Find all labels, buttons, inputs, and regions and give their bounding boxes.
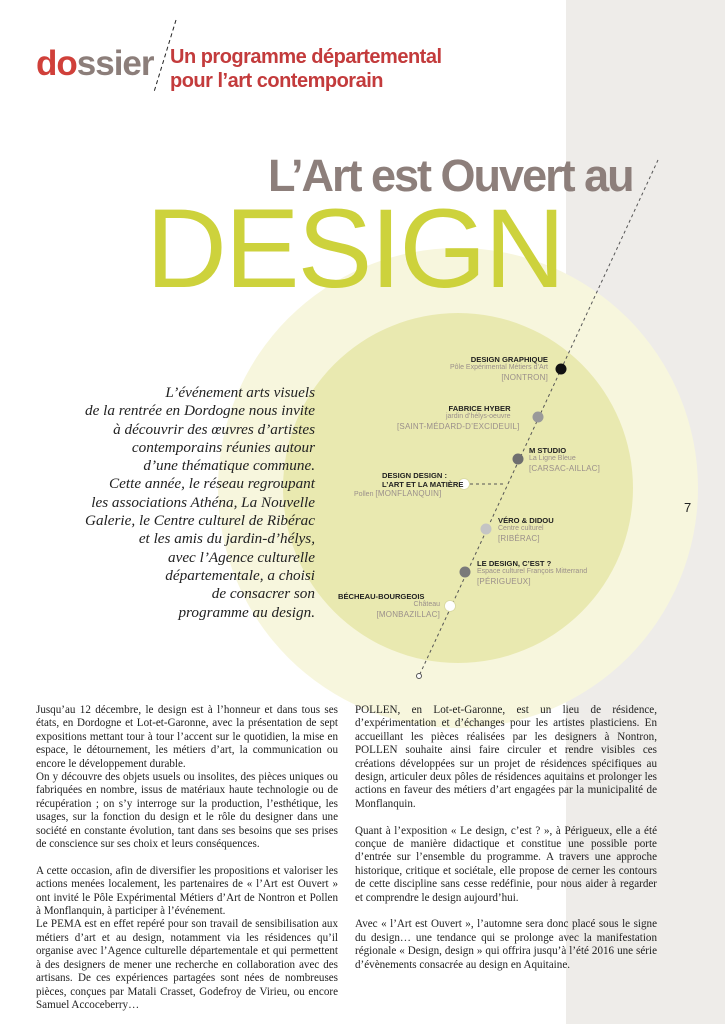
timeline-dot [481, 524, 492, 535]
stop-name: DESIGN GRAPHIQUE [470, 355, 548, 364]
intro-line: de la rentrée en Dordogne nous invite [84, 402, 315, 420]
stop-name-line2: L’ART ET LA MATIÈRE [382, 480, 464, 490]
stop-place: Centre culturel [498, 525, 544, 533]
timeline-stop-monbazillac [338, 592, 440, 619]
intro-line: contemporains réunies autour [131, 438, 315, 456]
stop-city: [NONTRON] [501, 372, 548, 382]
timeline-stop-riberac [498, 516, 554, 543]
stop-city: [RIBÉRAC] [498, 533, 540, 543]
stop-place: Pôle Expérimental Métiers d’Art [449, 364, 548, 372]
timeline-dot [460, 567, 471, 578]
stop-place: La Ligne Bleue [529, 455, 576, 463]
stop-name: DESIGN DESIGN : [382, 471, 447, 480]
stop-place: jardin d’hélys-oeuvre [445, 413, 511, 421]
stop-name: BÉCHEAU-BOURGEOIS [338, 592, 425, 601]
timeline-dot [513, 454, 524, 465]
timeline-stop-carsac [529, 446, 600, 473]
article-paragraph: POLLEN, en Lot-et-Garonne, est un lieu de résidence, d’expérimentation et d’échanges pour les artistes plasticiens. En accueillant les pièces réalisées par les designers à Nontron, POLLEN souhaite ainsi faire circuler et rendre visibles ces créations développées sur un projet de résidences spécifiques au design, articuler deux pôles de résidences aquitains et prolonger les actions en faveur des métiers d’art engagées par la municipalité de Monflanquin. [355, 704, 657, 810]
timeline-dot [445, 601, 456, 612]
intro-line: Cette année, le réseau regroupant [109, 475, 315, 493]
stop-city: [MONBAZILLAC] [376, 609, 440, 619]
article-paragraph: A cette occasion, afin de diversifier les propositions et valoriser les actions menées localement, les partenaires de « l’Art est Ouvert » ont invité le Pôle Expérimental Métiers d’Art de Nontron et Pollen à Monflanquin, à participer à l’événement. [36, 864, 338, 918]
timeline-stop-saint-medard [397, 404, 520, 431]
timeline-dot [533, 412, 544, 423]
title-line1: L’Art est Ouvert au [268, 150, 633, 201]
stop-place: Pollen [354, 491, 374, 499]
section-label-rest: ssier [76, 44, 154, 83]
header-subtitle-line2: pour l’art contemporain [170, 70, 383, 92]
stop-city: [PÉRIGUEUX] [477, 576, 531, 586]
article-column-left [36, 704, 338, 1012]
stop-place: Espace culturel François Mitterrand [477, 568, 588, 576]
stop-city: [SAINT-MÉDARD-D’EXCIDEUIL] [397, 421, 520, 431]
page-number: 7 [684, 500, 692, 515]
section-label-prefix: do [36, 44, 77, 83]
intro-line: d’une thématique commune. [143, 457, 315, 475]
article-paragraph: Jusqu’au 12 décembre, le design est à l’honneur et dans tous ses états, en Dordogne et Lot-et-Garonne, avec la présentation de sept expositions mettant tour à tour l’accent sur le quotidien, la mise en espace, le détournement, les métiers d’art, la communication ou encore le développement durable. [36, 704, 338, 770]
intro-line: les associations Athéna, La Nouvelle [91, 493, 315, 511]
intro-line: avec l’Agence culturelle [167, 548, 315, 566]
article-paragraph: Le PEMA est en effet repéré pour son travail de sensibilisation aux métiers d’art et au design, notamment via les résidences qu’il organise avec l’Agence culturelle départementale et qui permettent à des designers de mener une recherche en collaboration avec des artisans. De ces expériences partagées sont nées de nombreuses pièces, conçues par Matali Crasset, Godefroy de Virieu, ou encore Samuel Accoceberry… [36, 918, 338, 1011]
article-paragraph: Quant à l’exposition « Le design, c’est ? », à Périgueux, elle a été conçue de manière didactique et constitue une possible porte d’entrée sur l’ensemble du programme. A travers une approche historique, critique et sociétale, elle propose de cerner les contours de cette discipline sans cesse redéfinie, pour nous aider à regarder et comprendre le design aujourd’hui. [355, 824, 657, 904]
stop-place: Château [413, 601, 440, 609]
stop-name: M STUDIO [529, 446, 567, 455]
stop-place-line [354, 489, 463, 499]
article-paragraph: On y découvre des objets usuels ou insolites, des pièces uniques ou fabriquées en nombre, issus de matériaux haute technologie ou de récupération ; on s’y interroge sur la production, l’esthétique, les usages, sur la fonction du design et le rôle du designer dans une société en constante évolution, tant dans ses besoins que ses prises de conscience sur ses choix et leurs conséquences. [36, 771, 338, 851]
stop-name: FABRICE HYBER [448, 404, 511, 413]
intro-line: et les amis du jardin-d’hélys, [138, 530, 315, 548]
article-column-right [355, 704, 657, 972]
intro-line: à découvrir des œuvres d’artistes [113, 420, 315, 438]
timeline-stop-monflanquin [354, 471, 463, 500]
stop-name: LE DESIGN, C’EST ? [477, 559, 552, 568]
timeline-end-marker [417, 674, 422, 679]
timeline-dot [556, 364, 567, 375]
article-paragraph: Avec « l’Art est Ouvert », l’automne sera donc placé sous le signe du design… une tendance qui se prolonge avec la manifestation régionale « Design, design » qui offrira jusqu’à l’été 2016 une série d’évènements consacrée au design en Aquitaine. [355, 918, 657, 971]
stop-name: VÉRO & DIDOU [498, 516, 554, 525]
title-line2: DESIGN [146, 186, 564, 311]
intro-line: départementale, a choisi [165, 566, 315, 584]
header-subtitle-line1: Un programme départemental [170, 46, 442, 68]
timeline-stop-perigueux [477, 559, 587, 586]
intro-line: L’événement arts visuels [165, 384, 315, 401]
stop-city: [CARSAC-AILLAC] [529, 463, 601, 473]
timeline-stop-nontron [400, 355, 548, 382]
intro-line: programme au design. [178, 603, 315, 621]
intro-line: Galerie, le Centre culturel de Ribérac [85, 512, 315, 530]
stop-city: [MONFLANQUIN] [375, 489, 442, 499]
intro-line: de consacrer son [211, 585, 315, 603]
